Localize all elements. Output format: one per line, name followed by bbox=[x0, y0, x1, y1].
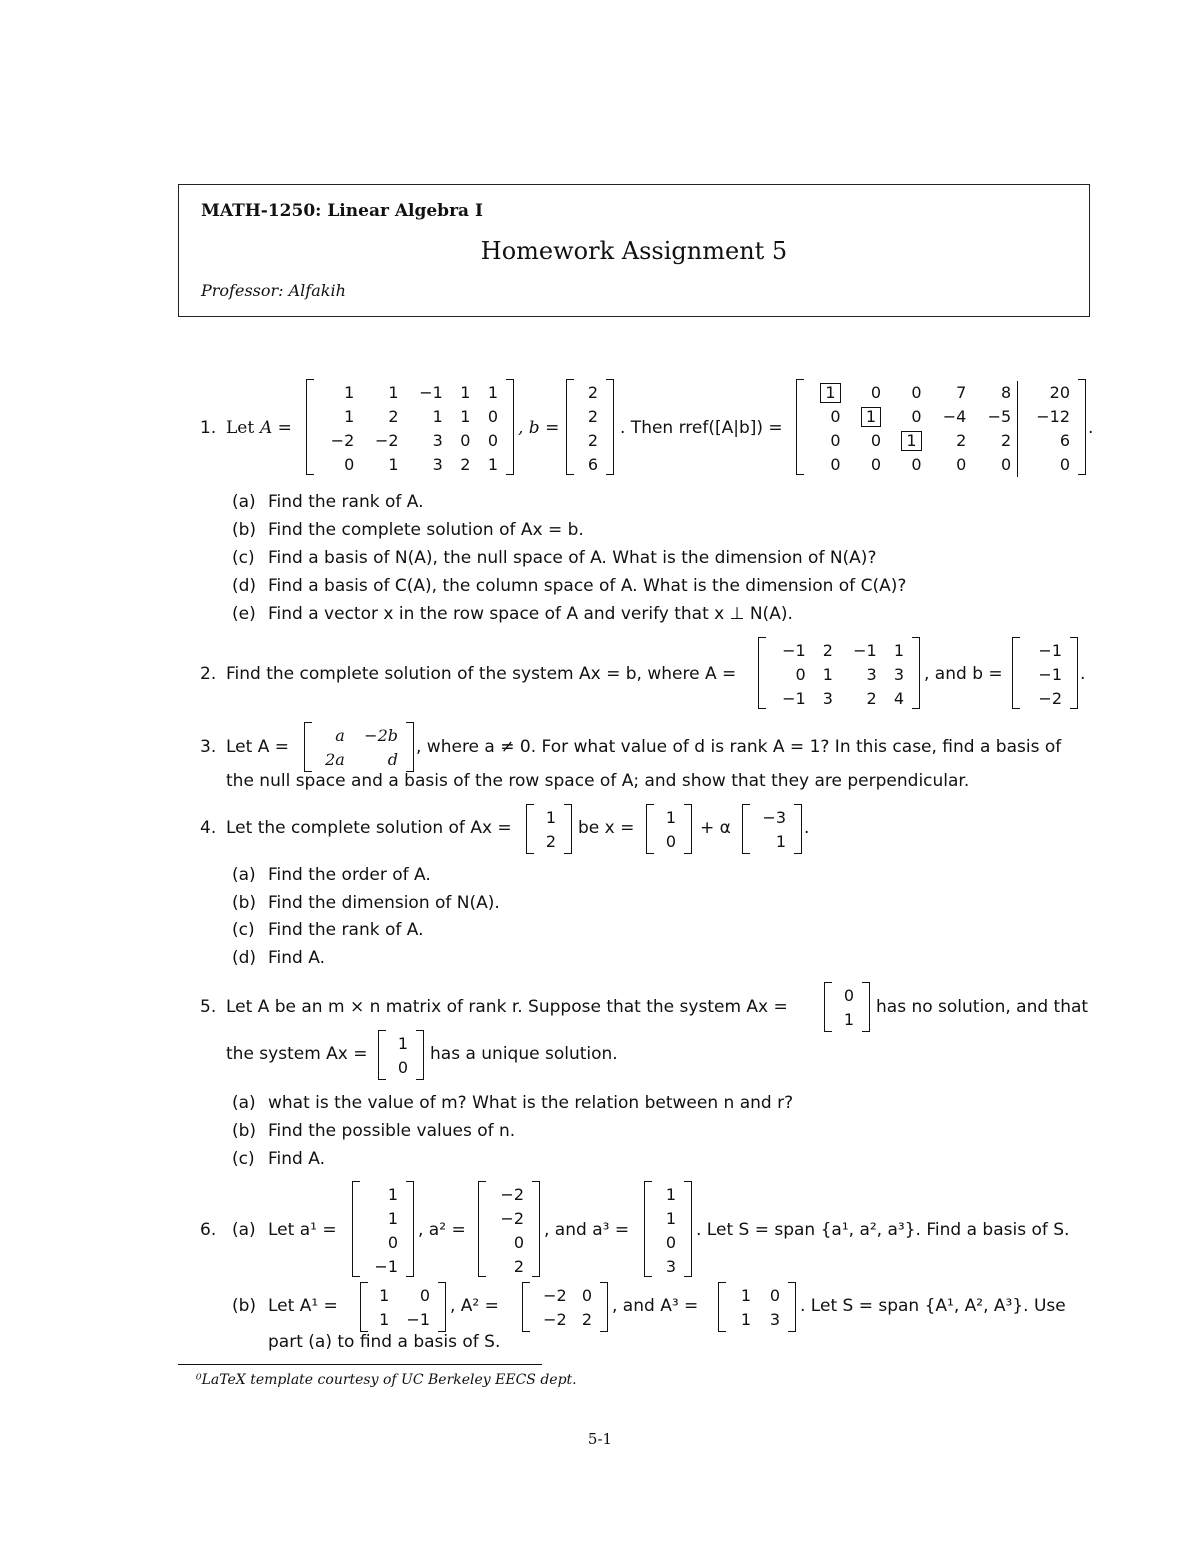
matrix-entry: 0 bbox=[487, 407, 498, 426]
matrix-entry: −2 bbox=[374, 431, 399, 450]
matrix-entry: −4 bbox=[942, 407, 967, 426]
part-label: (a) bbox=[232, 492, 256, 512]
matrix-entry: 2 bbox=[460, 455, 471, 474]
p5-text-3: the system Ax = bbox=[226, 1044, 368, 1064]
matrix-entry: 0 bbox=[830, 431, 841, 450]
footnote: ⁰LaTeX template courtesy of UC Berkeley EECS dept. bbox=[196, 1372, 577, 1388]
matrix-rref bbox=[796, 379, 1086, 475]
matrix-entry: −1 bbox=[1038, 665, 1062, 684]
vector bbox=[526, 804, 572, 854]
matrix-entry: 2 bbox=[587, 407, 598, 426]
p6b-end: . Let S = span {A¹, A², A³}. Use bbox=[800, 1296, 1066, 1316]
matrix-entry: 0 bbox=[870, 455, 881, 474]
part-text: Find A. bbox=[268, 948, 325, 968]
left-bracket bbox=[742, 804, 750, 854]
left-bracket bbox=[644, 1181, 652, 1277]
p2-and-b: , and b = bbox=[924, 664, 1003, 684]
p6b-B2-eq: , A² = bbox=[450, 1296, 499, 1316]
matrix-entry bbox=[806, 381, 847, 405]
matrix-grid bbox=[314, 724, 404, 772]
left-bracket bbox=[718, 1282, 726, 1332]
assignment-title: Homework Assignment 5 bbox=[480, 237, 788, 265]
matrix-entry: 1 bbox=[388, 383, 399, 402]
left-bracket bbox=[522, 1282, 530, 1332]
p6a-end: . Let S = span {a¹, a², a³}. Find a basis of S. bbox=[696, 1220, 1070, 1240]
matrix-entry: 0 bbox=[1018, 453, 1076, 477]
part-text: Find the possible values of n. bbox=[268, 1121, 516, 1141]
left-bracket bbox=[758, 637, 766, 709]
matrix-entry: 1 bbox=[740, 1310, 751, 1329]
matrix-A bbox=[304, 722, 414, 772]
p5-text-4: has a unique solution. bbox=[430, 1044, 618, 1064]
p6a-a2-eq: , a² = bbox=[418, 1220, 466, 1240]
p1-let: Let bbox=[226, 418, 255, 438]
part-text: Find the rank of A. bbox=[268, 920, 424, 940]
matrix-entry: 2 bbox=[822, 641, 833, 660]
p2-end: . bbox=[1080, 664, 1086, 684]
left-bracket bbox=[824, 982, 832, 1032]
vector-a3 bbox=[644, 1181, 692, 1277]
right-bracket bbox=[438, 1282, 446, 1332]
matrix-grid bbox=[316, 381, 504, 477]
left-bracket bbox=[306, 379, 314, 475]
matrix-entry: −2 bbox=[543, 1310, 567, 1329]
matrix-grid bbox=[728, 1284, 786, 1332]
matrix-entry: −2 bbox=[500, 1185, 524, 1204]
part-text: Find the order of A. bbox=[268, 865, 431, 885]
problem-number: 6. bbox=[200, 1220, 217, 1240]
matrix-entry: 20 bbox=[1018, 381, 1076, 405]
matrix-entry: 6 bbox=[587, 455, 598, 474]
p6b-B3-eq: , and A³ = bbox=[612, 1296, 699, 1316]
problem-number: 5. bbox=[200, 997, 217, 1017]
matrix-entry: 3 bbox=[866, 665, 877, 684]
left-bracket bbox=[566, 379, 574, 475]
matrix-entry: 0 bbox=[513, 1233, 524, 1252]
matrix-entry: 0 bbox=[665, 1233, 676, 1252]
matrix-grid bbox=[370, 1284, 436, 1332]
matrix-entry: 0 bbox=[419, 1286, 430, 1305]
matrix-entry: 2 bbox=[388, 407, 399, 426]
matrix-entry: 2 bbox=[956, 431, 967, 450]
vector-b bbox=[566, 379, 614, 475]
matrix-entry: 2a bbox=[325, 750, 345, 769]
matrix-entry: 3 bbox=[665, 1257, 676, 1276]
pivot-box: 1 bbox=[820, 383, 840, 403]
matrix-entry: 0 bbox=[1001, 455, 1012, 474]
p1-b-eq: , b = bbox=[518, 418, 560, 438]
matrix-entry: 3 bbox=[432, 455, 443, 474]
part-label: (a) bbox=[232, 865, 256, 885]
vector bbox=[824, 982, 870, 1032]
matrix-entry: 3 bbox=[432, 431, 443, 450]
footnote-rule bbox=[178, 1364, 542, 1365]
part-label: (c) bbox=[232, 548, 255, 568]
part-label: (b) bbox=[232, 1296, 257, 1316]
right-bracket bbox=[794, 804, 802, 854]
right-bracket bbox=[684, 1181, 692, 1277]
pivot-box: 1 bbox=[901, 431, 921, 451]
matrix-entry: 0 bbox=[830, 407, 841, 426]
matrix-entry: 0 bbox=[581, 1286, 592, 1305]
matrix-entry: 1 bbox=[387, 1209, 398, 1228]
matrix-entry: −1 bbox=[1038, 641, 1062, 660]
p6a-let: Let a¹ = bbox=[268, 1220, 337, 1240]
left-bracket bbox=[304, 722, 312, 772]
right-bracket bbox=[788, 1282, 796, 1332]
right-bracket bbox=[532, 1181, 540, 1277]
p1-end: . bbox=[1088, 418, 1094, 438]
left-bracket bbox=[352, 1181, 360, 1277]
matrix-entry: −2 bbox=[543, 1286, 567, 1305]
matrix-entry: 1 bbox=[460, 407, 471, 426]
matrix-entry: 1 bbox=[379, 1310, 390, 1329]
matrix-entry: 2 bbox=[587, 431, 598, 450]
right-bracket bbox=[1078, 379, 1086, 475]
matrix-entry: 2 bbox=[1001, 431, 1012, 450]
part-text: Find the dimension of N(A). bbox=[268, 893, 500, 913]
matrix-grid bbox=[806, 381, 1076, 477]
matrix-grid bbox=[488, 1183, 530, 1279]
matrix-grid bbox=[1022, 639, 1068, 711]
left-bracket bbox=[646, 804, 654, 854]
part-label: (a) bbox=[232, 1093, 256, 1113]
p3-let: Let A = bbox=[226, 737, 289, 757]
part-label: (e) bbox=[232, 604, 256, 624]
left-bracket bbox=[526, 804, 534, 854]
matrix-entry: 1 bbox=[822, 665, 833, 684]
matrix-entry: 2 bbox=[545, 832, 556, 851]
matrix-entry: −1 bbox=[782, 641, 806, 660]
matrix-entry: 0 bbox=[665, 832, 676, 851]
vector-a2 bbox=[478, 1181, 540, 1277]
matrix-grid bbox=[532, 1284, 598, 1332]
p4-text-1: Let the complete solution of Ax = bbox=[226, 818, 512, 838]
matrix-entry: 0 bbox=[911, 383, 922, 402]
matrix-entry: 4 bbox=[893, 689, 904, 708]
matrix-entry: 1 bbox=[460, 383, 471, 402]
matrix-entry: −1 bbox=[853, 641, 877, 660]
part-text: Find a vector x in the row space of A and verify that x ⊥ N(A). bbox=[268, 604, 793, 624]
matrix-grid bbox=[656, 806, 682, 854]
matrix-entry: 1 bbox=[893, 641, 904, 660]
matrix-entry: 1 bbox=[740, 1286, 751, 1305]
matrix-entry: a bbox=[335, 726, 345, 745]
matrix-entry: 1 bbox=[487, 383, 498, 402]
matrix-entry: 1 bbox=[545, 808, 556, 827]
matrix-entry: 1 bbox=[775, 832, 786, 851]
part-label: (d) bbox=[232, 576, 257, 596]
p5-text-1: Let A be an m × n matrix of rank r. Suppose that the system Ax = bbox=[226, 997, 788, 1017]
matrix-entry: 1 bbox=[665, 1185, 676, 1204]
matrix-entry: 1 bbox=[379, 1286, 390, 1305]
p4-text-3: + α bbox=[700, 818, 731, 838]
professor: Professor: Alfakih bbox=[201, 281, 346, 300]
matrix-grid bbox=[752, 806, 792, 854]
matrix-entry: 1 bbox=[487, 455, 498, 474]
matrix-entry: 0 bbox=[911, 455, 922, 474]
matrix-entry: −5 bbox=[987, 407, 1012, 426]
matrix-entry: 0 bbox=[830, 455, 841, 474]
matrix-entry: 1 bbox=[388, 455, 399, 474]
p6b-let: Let A¹ = bbox=[268, 1296, 338, 1316]
problem-number: 1. bbox=[200, 418, 217, 438]
vector bbox=[378, 1030, 424, 1080]
matrix-grid bbox=[834, 984, 860, 1032]
matrix-A bbox=[758, 637, 920, 709]
matrix-entry: 1 bbox=[665, 808, 676, 827]
part-text: Find a basis of C(A), the column space of A. What is the dimension of C(A)? bbox=[268, 576, 907, 596]
matrix-entry: 0 bbox=[956, 455, 967, 474]
matrix-entry: −2 bbox=[500, 1209, 524, 1228]
matrix-entry: 0 bbox=[795, 665, 806, 684]
right-bracket bbox=[1070, 637, 1078, 709]
part-text: Find a basis of N(A), the null space of A. What is the dimension of N(A)? bbox=[268, 548, 877, 568]
matrix-grid bbox=[388, 1032, 414, 1080]
matrix-entry: 0 bbox=[843, 986, 854, 1005]
matrix-entry: 0 bbox=[387, 1233, 398, 1252]
page-number: 5-1 bbox=[587, 1430, 613, 1448]
pivot-box: 1 bbox=[861, 407, 881, 427]
part-label: (c) bbox=[232, 920, 255, 940]
left-bracket bbox=[360, 1282, 368, 1332]
matrix-entry: 1 bbox=[344, 407, 355, 426]
matrix-entry: 3 bbox=[822, 689, 833, 708]
right-bracket bbox=[862, 982, 870, 1032]
problem-number: 3. bbox=[200, 737, 217, 757]
matrix-entry: 1 bbox=[344, 383, 355, 402]
matrix-grid bbox=[536, 806, 562, 854]
matrix-A bbox=[306, 379, 514, 475]
part-text: Find A. bbox=[268, 1149, 325, 1169]
header-box bbox=[178, 184, 1090, 317]
matrix-entry: −1 bbox=[782, 689, 806, 708]
matrix-grid bbox=[362, 1183, 404, 1279]
right-bracket bbox=[912, 637, 920, 709]
matrix-entry: 0 bbox=[460, 431, 471, 450]
right-bracket bbox=[506, 379, 514, 475]
matrix-entry: −1 bbox=[406, 1310, 430, 1329]
matrix-entry: 3 bbox=[769, 1310, 780, 1329]
matrix-entry: 1 bbox=[387, 1185, 398, 1204]
left-bracket bbox=[1012, 637, 1020, 709]
matrix-entry: 3 bbox=[893, 665, 904, 684]
part-label: (b) bbox=[232, 893, 257, 913]
matrix-entry: −1 bbox=[374, 1257, 398, 1276]
right-bracket bbox=[416, 1030, 424, 1080]
part-label: (a) bbox=[232, 1220, 256, 1240]
p4-end: . bbox=[804, 818, 810, 838]
matrix-grid bbox=[654, 1183, 682, 1279]
matrix-entry: 1 bbox=[397, 1034, 408, 1053]
p6b-end-2: part (a) to find a basis of S. bbox=[268, 1332, 501, 1352]
part-label: (d) bbox=[232, 948, 257, 968]
p4-text-2: be x = bbox=[578, 818, 635, 838]
matrix-entry: −3 bbox=[762, 808, 786, 827]
matrix-entry: 7 bbox=[956, 383, 967, 402]
part-text: what is the value of m? What is the relation between n and r? bbox=[268, 1093, 794, 1113]
left-bracket bbox=[796, 379, 804, 475]
matrix-A2 bbox=[522, 1282, 608, 1332]
p6a-a3-eq: , and a³ = bbox=[544, 1220, 630, 1240]
matrix-entry: 1 bbox=[665, 1209, 676, 1228]
matrix-entry: 2 bbox=[513, 1257, 524, 1276]
matrix-entry: −2b bbox=[364, 726, 398, 745]
matrix-A3 bbox=[718, 1282, 796, 1332]
right-bracket bbox=[406, 722, 414, 772]
matrix-entry: −1 bbox=[419, 383, 443, 402]
matrix-entry: 0 bbox=[769, 1286, 780, 1305]
p5-text-2: has no solution, and that bbox=[876, 997, 1089, 1017]
matrix-entry: 0 bbox=[911, 407, 922, 426]
matrix-entry: 1 bbox=[843, 1010, 854, 1029]
matrix-entry: 8 bbox=[1001, 383, 1012, 402]
vector-a1 bbox=[352, 1181, 414, 1277]
vector-b bbox=[1012, 637, 1078, 709]
right-bracket bbox=[406, 1181, 414, 1277]
matrix-entry: 0 bbox=[344, 455, 355, 474]
matrix-entry: 0 bbox=[397, 1058, 408, 1077]
p3-text-2: the null space and a basis of the row space of A; and show that they are perpendicular. bbox=[226, 771, 970, 791]
vector bbox=[646, 804, 692, 854]
matrix-entry: 0 bbox=[870, 383, 881, 402]
matrix-grid bbox=[768, 639, 910, 711]
p2-text: Find the complete solution of the system Ax = b, where A = bbox=[226, 664, 737, 684]
part-label: (b) bbox=[232, 520, 257, 540]
p1-A-eq: A = bbox=[260, 418, 292, 438]
matrix-entry: 0 bbox=[870, 431, 881, 450]
matrix-entry: d bbox=[387, 750, 398, 769]
vector bbox=[742, 804, 802, 854]
part-label: (c) bbox=[232, 1149, 255, 1169]
matrix-entry: 2 bbox=[587, 383, 598, 402]
right-bracket bbox=[564, 804, 572, 854]
p1-then: . Then rref([A|b]) = bbox=[620, 418, 783, 438]
p3-text-1: , where a ≠ 0. For what value of d is rank A = 1? In this case, find a basis of bbox=[416, 737, 1062, 757]
right-bracket bbox=[684, 804, 692, 854]
right-bracket bbox=[606, 379, 614, 475]
right-bracket bbox=[600, 1282, 608, 1332]
problem-number: 4. bbox=[200, 818, 217, 838]
part-label: (b) bbox=[232, 1121, 257, 1141]
matrix-entry: −12 bbox=[1018, 405, 1076, 429]
left-bracket bbox=[378, 1030, 386, 1080]
matrix-entry: 6 bbox=[1018, 429, 1076, 453]
matrix-entry: −2 bbox=[330, 431, 355, 450]
course-title: MATH-1250: Linear Algebra I bbox=[201, 201, 483, 221]
problem-number: 2. bbox=[200, 664, 217, 684]
matrix-entry: −2 bbox=[1038, 689, 1062, 708]
part-text: Find the rank of A. bbox=[268, 492, 424, 512]
part-text: Find the complete solution of Ax = b. bbox=[268, 520, 584, 540]
matrix-entry bbox=[887, 429, 928, 453]
matrix-entry: 2 bbox=[866, 689, 877, 708]
matrix-entry bbox=[847, 405, 888, 429]
matrix-entry: 1 bbox=[432, 407, 443, 426]
matrix-grid bbox=[576, 381, 604, 477]
matrix-entry: 2 bbox=[581, 1310, 592, 1329]
matrix-entry: 0 bbox=[487, 431, 498, 450]
matrix-A1 bbox=[360, 1282, 446, 1332]
left-bracket bbox=[478, 1181, 486, 1277]
